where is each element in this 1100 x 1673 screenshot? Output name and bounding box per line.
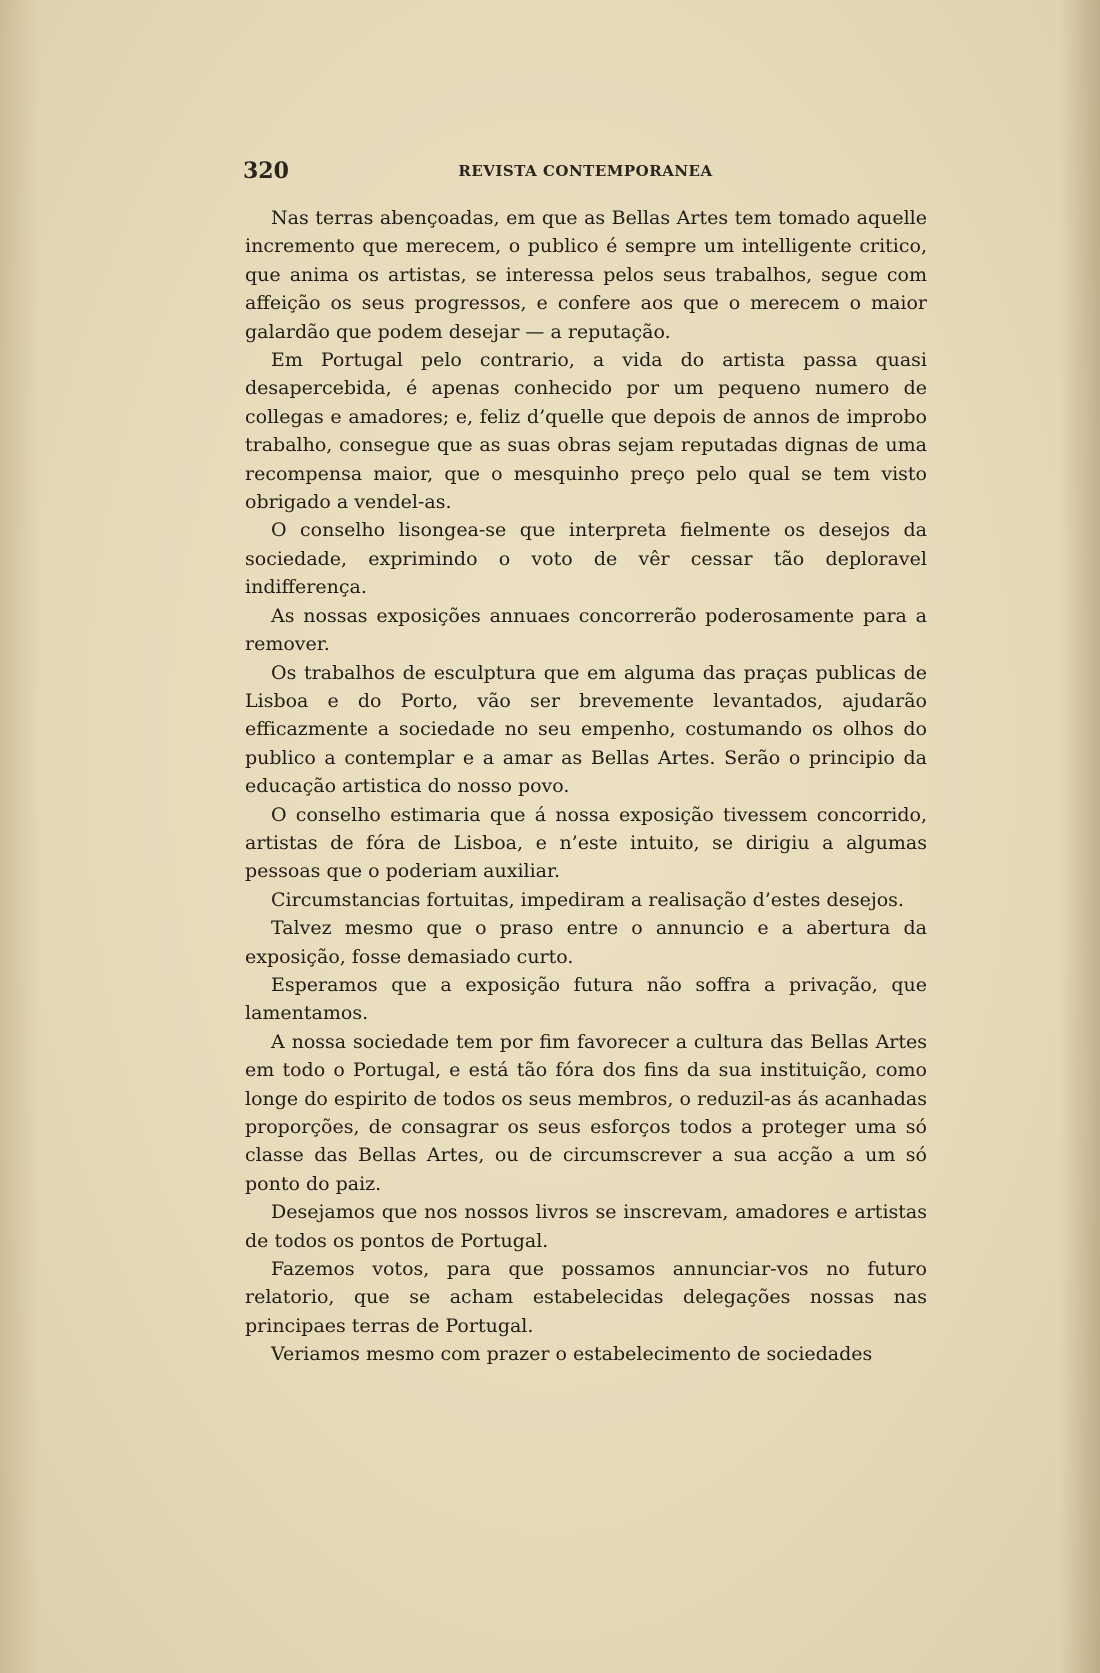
paragraph: O conselho lisongea-se que interpreta fielmente os desejos da sociedade, exprimindo o voto de vêr cessar tão deploravel indifferença. xyxy=(245,519,927,599)
page-edge-shadow-left xyxy=(0,0,40,1673)
running-title: REVISTA CONTEMPORANEA xyxy=(458,162,713,180)
paragraph: Esperamos que a exposição futura não soffra a privação, que lamentamos. xyxy=(245,973,927,1025)
paragraph: A nossa sociedade tem por fim favorecer a cultura das Bellas Artes em todo o Portugal, e está tão fóra dos fins da sua instituição, como longe do espirito de todos os seus membros, o reduzil-as ás acanhadas proporções, de consagrar os seus esforços todos a proteger uma só classe das Bellas Artes, ou de circumscrever a sua acção a um só ponto do paiz. xyxy=(245,1030,927,1195)
paragraph: O conselho estimaria que á nossa exposição tivessem concorrido, artistas de fóra de Lisboa, e n’este intuito, se dirigiu a algumas pessoas que o poderiam auxiliar. xyxy=(245,803,927,883)
paragraph: Veriamos mesmo com prazer o estabelecimento de sociedades xyxy=(271,1343,873,1366)
body-text xyxy=(245,204,927,1369)
paragraph: As nossas exposições annuaes concorrerão poderosamente para a remover. xyxy=(245,604,927,656)
page-header xyxy=(243,158,928,188)
paragraph: Nas terras abençoadas, em que as Bellas Artes tem tomado aquelle incremento que merecem, o publico é sempre um intelligente critico, que anima os artistas, se interessa pelos seus trabalhos, segue com affeição os seus progressos, e confere aos que o merecem o maior galardão que podem desejar — a reputação. xyxy=(245,207,927,343)
paragraph: Fazemos votos, para que possamos annunciar-vos no futuro relatorio, que se acham estabelecidas delegações nossas nas principaes terras de Portugal. xyxy=(245,1258,927,1337)
page-edge-shadow-right xyxy=(1060,0,1100,1673)
paragraph: Circumstancias fortuitas, impediram a realisação d’estes desejos. xyxy=(271,888,904,911)
paragraph: Talvez mesmo que o praso entre o annuncio e a abertura da exposição, fosse demasiado curto. xyxy=(245,917,927,968)
paragraph: Os trabalhos de esculptura que em alguma das praças publicas de Lisboa e do Porto, vão ser brevemente levantados, ajudarão efficazmente a sociedade no seu empenho, costumando os olhos do publico a contemplar e a amar as Bellas Artes. Serão o principio da educação artistica do nosso povo. xyxy=(245,661,927,798)
page-number: 320 xyxy=(243,158,289,184)
paragraph: Em Portugal pelo contrario, a vida do artista passa quasi desapercebida, é apenas conhecido por um pequeno numero de collegas e amadores; e, feliz d’quelle que depois de annos de improbo trabalho, consegue que as suas obras sejam reputadas dignas de uma recompensa maior, que o mesquinho preço pelo qual se tem visto obrigado a vendel-as. xyxy=(245,349,927,514)
paragraph: Desejamos que nos nossos livros se inscrevam, amadores e artistas de todos os pontos de Portugal. xyxy=(245,1201,927,1252)
